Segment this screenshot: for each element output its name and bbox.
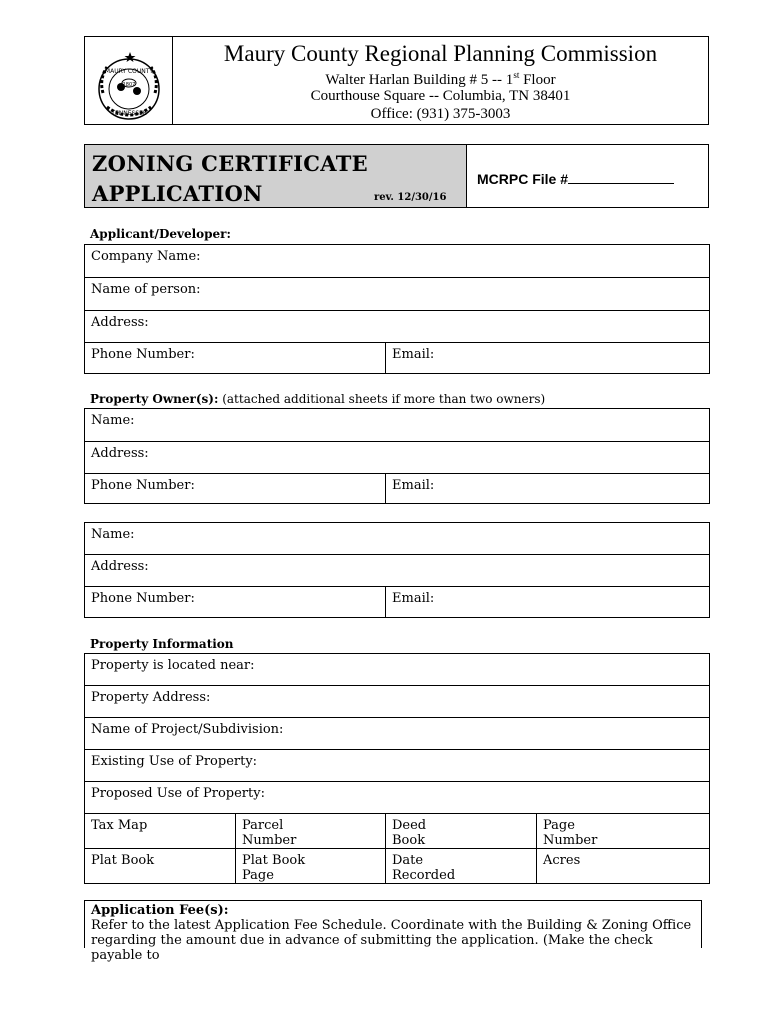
address-line-2: Courthouse Square -- Columbia, TN 38401	[310, 88, 571, 104]
property-table	[84, 653, 710, 884]
parcel-number-field[interactable]: Parcel Number	[236, 814, 386, 849]
title-panel	[85, 145, 467, 207]
application-fee-box	[84, 900, 702, 963]
page-number-field[interactable]: Page Number	[537, 814, 710, 849]
company-name-field[interactable]: Company Name:	[85, 245, 710, 278]
title-box	[84, 144, 709, 208]
property-heading: Property Information	[90, 637, 234, 651]
owner1-email-field[interactable]: Email:	[386, 474, 710, 504]
owner1-phone-field[interactable]: Phone Number:	[85, 474, 386, 504]
organization-name: Maury County Regional Planning Commission	[223, 41, 658, 66]
svg-text:MAURY COUNTY: MAURY COUNTY	[104, 68, 154, 75]
deed-book-field[interactable]: Deed Book	[386, 814, 537, 849]
owner2-phone-field[interactable]: Phone Number:	[85, 587, 386, 618]
owner2-table	[84, 522, 710, 618]
owner1-address-field[interactable]: Address:	[85, 442, 710, 474]
county-seal	[85, 37, 173, 124]
owner2-email-field[interactable]: Email:	[386, 587, 710, 618]
existing-use-field[interactable]: Existing Use of Property:	[85, 750, 710, 782]
acres-field[interactable]: Acres	[537, 849, 710, 884]
fee-heading: Application Fee(s):	[91, 903, 229, 918]
file-number-field[interactable]: MCRPC File #	[477, 171, 674, 187]
address-line-1: Walter Harlan Building # 5 -- 1st Floor	[325, 70, 556, 88]
property-address-field[interactable]: Property Address:	[85, 686, 710, 718]
applicant-email-field[interactable]: Email:	[386, 343, 710, 374]
svg-text:1807: 1807	[122, 82, 136, 88]
letterhead	[84, 36, 709, 125]
project-name-field[interactable]: Name of Project/Subdivision:	[85, 718, 710, 750]
svg-text:TENNESSEE: TENNESSEE	[111, 110, 147, 117]
owner1-table	[84, 408, 710, 504]
person-name-field[interactable]: Name of person:	[85, 278, 710, 311]
owner2-name-field[interactable]: Name:	[85, 523, 710, 555]
applicant-address-field[interactable]: Address:	[85, 311, 710, 343]
tax-map-field[interactable]: Tax Map	[85, 814, 236, 849]
fee-text-line1: Refer to the latest Application Fee Schedule. Coordinate with the Building & Zoning Office	[91, 918, 692, 933]
form-title-line2: APPLICATION	[92, 181, 263, 206]
plat-book-field[interactable]: Plat Book	[85, 849, 236, 884]
owner1-name-field[interactable]: Name:	[85, 409, 710, 442]
proposed-use-field[interactable]: Proposed Use of Property:	[85, 782, 710, 814]
owner2-address-field[interactable]: Address:	[85, 555, 710, 587]
located-near-field[interactable]: Property is located near:	[85, 654, 710, 686]
owners-heading: Property Owner(s): (attached additional sheets if more than two owners)	[90, 392, 546, 406]
applicant-table	[84, 244, 710, 374]
applicant-phone-field[interactable]: Phone Number:	[85, 343, 386, 374]
date-recorded-field[interactable]: Date Recorded	[386, 849, 537, 884]
applicant-heading: Applicant/Developer:	[90, 227, 231, 241]
fee-text-line2: regarding the amount due in advance of submitting the application. (Make the check payable to	[91, 933, 653, 963]
office-phone: Office: (931) 375-3003	[370, 106, 511, 122]
revision-date: rev. 12/30/16	[374, 192, 447, 203]
plat-book-page-field[interactable]: Plat Book Page	[236, 849, 386, 884]
form-title-line1: ZONING CERTIFICATE	[92, 151, 368, 176]
